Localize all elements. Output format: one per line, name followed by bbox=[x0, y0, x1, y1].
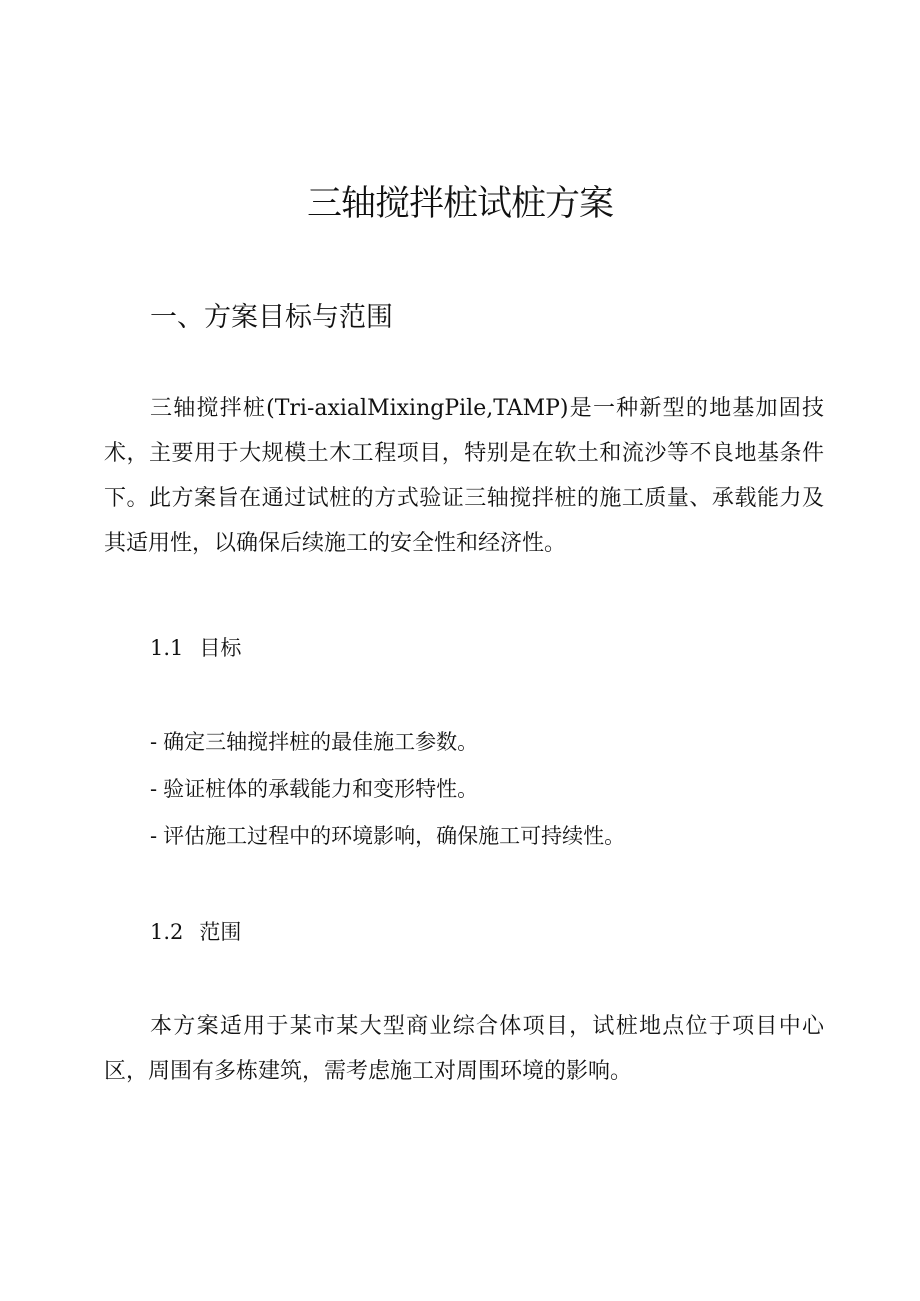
list-item bbox=[150, 766, 625, 813]
bullet-dash: - bbox=[150, 824, 158, 848]
list-item-text: 评估施工过程中的环境影响，确保施工可持续性。 bbox=[163, 824, 626, 848]
scope-paragraph: 本方案适用于某市某大型商业综合体项目，试桩地点位于项目中心区，周围有多栋建筑，需考虑施工对周围环境的影响。 bbox=[104, 1014, 824, 1084]
intro-paragraph: 三轴搅拌桩(Tri-axialMixingPile,TAMP)是一种新型的地基加固技术，主要用于大规模土木工程项目，特别是在软土和流沙等不良地基条件下。此方案旨在通过试桩的方式验证三轴搅拌桩的施工质量、承载能力及其适用性，以确保后续施工的安全性和经济性。 bbox=[104, 396, 824, 556]
document-title: 三轴搅拌桩试桩方案 bbox=[306, 184, 613, 224]
list-item bbox=[150, 813, 625, 860]
list-item-text: 确定三轴搅拌桩的最佳施工参数。 bbox=[163, 730, 479, 754]
section-heading: 一、方案目标与范围 bbox=[150, 302, 393, 333]
subsection-heading-goals bbox=[150, 632, 241, 662]
subsection-title: 目标 bbox=[199, 636, 242, 660]
list-item bbox=[150, 719, 625, 766]
subsection-number: 1.1 bbox=[150, 636, 184, 660]
goals-list bbox=[150, 719, 625, 860]
subsection-title: 范围 bbox=[199, 920, 242, 944]
bullet-dash: - bbox=[150, 730, 158, 754]
subsection-heading-scope bbox=[150, 916, 241, 946]
subsection-number: 1.2 bbox=[150, 920, 184, 944]
bullet-dash: - bbox=[150, 777, 158, 801]
list-item-text: 验证桩体的承载能力和变形特性。 bbox=[163, 777, 479, 801]
